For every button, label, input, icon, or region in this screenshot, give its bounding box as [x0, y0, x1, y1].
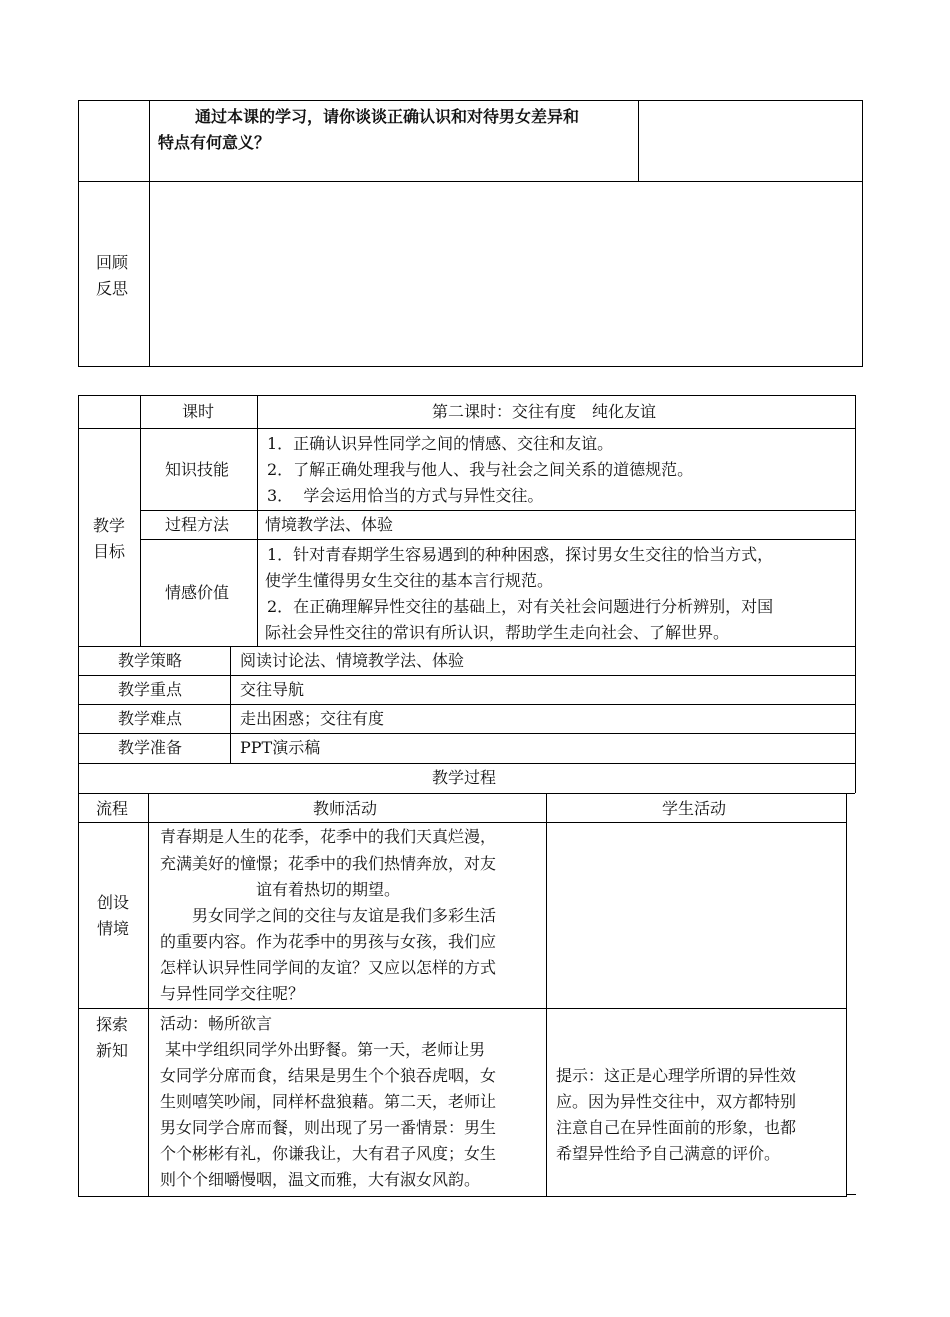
student-text-line: 提示：这正是心理学所谓的异性效 [556, 1066, 797, 1085]
goals-label: 教学 [93, 516, 126, 535]
teacher-text-line: 与异性同学交往呢？ [160, 984, 305, 1003]
emotion-line: 使学生懂得男女生交往的基本言行规范。 [265, 571, 554, 590]
emotion-label: 情感价值 [165, 583, 230, 602]
emotion-line: 1．针对青春期学生容易遇到的种种困惑，探讨男女生交往的恰当方式， [267, 545, 774, 564]
row-label: 探索 [96, 1015, 129, 1034]
emotion-line: 2．在正确理解异性交往的基础上，对有关社会问题进行分析辨别，对国 [267, 597, 774, 616]
knowledge-item: 2．了解正确处理我与他人、我与社会之间关系的道德规范。 [267, 460, 694, 479]
teacher-text-line: 男女同学之间的交往与友谊是我们多彩生活 [160, 906, 497, 925]
teacher-text-line: 的重要内容。作为花季中的男孩与女孩，我们应 [160, 932, 497, 951]
teacher-text-line: 则个个细嚼慢咽，温文而雅，大有淑女风韵。 [160, 1170, 481, 1189]
teacher-text-line: 个个彬彬有礼，你谦我让，大有君子风度；女生 [160, 1144, 497, 1163]
teacher-text-line: 男女同学合席而餐，则出现了另一番情景：男生 [160, 1118, 497, 1137]
process-title: 教学过程 [432, 768, 497, 787]
teacher-text-line: 谊有着热切的期望。 [256, 880, 401, 899]
period-value: 第二课时：交往有度 纯化友谊 [432, 402, 657, 421]
process-value: 情境教学法、体验 [265, 515, 394, 534]
column-header-teacher: 教师活动 [313, 799, 378, 818]
reflection-question-line-2: 特点有何意义？ [158, 133, 271, 152]
teacher-text-line: 充满美好的憧憬；花季中的我们热情奔放，对友 [160, 854, 497, 873]
prep-value: PPT演示稿 [240, 738, 321, 757]
knowledge-label: 知识技能 [165, 460, 230, 479]
knowledge-item: 3． 学会运用恰当的方式与异性交往。 [267, 486, 544, 505]
review-label-2: 反思 [96, 279, 129, 298]
teacher-text-line: 怎样认识异性同学间的友谊？又应以怎样的方式 [160, 958, 497, 977]
reflection-question-line-1: 通过本课的学习，请你谈谈正确认识和对待男女差异和 [195, 107, 580, 126]
column-header-student: 学生活动 [662, 799, 727, 818]
strategy-label: 教学策略 [118, 651, 183, 670]
period-label: 课时 [182, 402, 215, 421]
student-text-line: 注意自己在异性面前的形象，也都 [556, 1118, 797, 1137]
row-label: 情境 [97, 919, 130, 938]
column-header-flow: 流程 [96, 799, 129, 818]
knowledge-item: 1．正确认识异性同学之间的情感、交往和友谊。 [267, 434, 614, 453]
teacher-text-line: 活动：畅所欲言 [160, 1014, 273, 1033]
strategy-value: 阅读讨论法、情境教学法、体验 [240, 651, 465, 670]
prep-label: 教学准备 [118, 738, 183, 757]
key-label: 教学重点 [118, 680, 183, 699]
teacher-text-line: 青春期是人生的花季，花季中的我们天真烂漫， [160, 827, 497, 846]
row-label: 新知 [96, 1041, 129, 1060]
goals-label-2: 目标 [93, 542, 126, 561]
teacher-text-line: 生则嘻笑吵闹，同样杯盘狼藉。第二天，老师让 [160, 1092, 497, 1111]
student-text-line: 应。因为异性交往中，双方都特别 [556, 1092, 797, 1111]
emotion-line: 际社会异性交往的常识有所认识，帮助学生走向社会、了解世界。 [265, 623, 730, 642]
teacher-text-line: 某中学组织同学外出野餐。第一天，老师让男 [160, 1040, 486, 1059]
review-label: 回顾 [96, 253, 129, 272]
difficult-value: 走出困惑；交往有度 [240, 709, 385, 728]
key-value: 交往导航 [240, 680, 305, 699]
difficult-label: 教学难点 [118, 709, 183, 728]
student-text-line: 希望异性给予自己满意的评价。 [556, 1144, 781, 1163]
row-label: 创设 [97, 893, 130, 912]
process-label: 过程方法 [165, 515, 230, 534]
teacher-text-line: 女同学分席而食，结果是男生个个狼吞虎咽，女 [160, 1066, 497, 1085]
